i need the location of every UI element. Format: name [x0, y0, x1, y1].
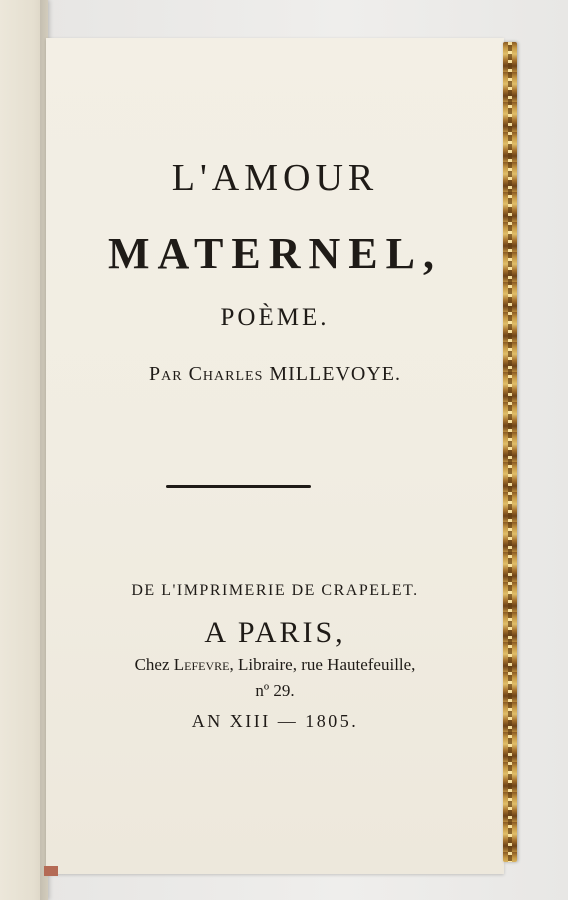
date-line: AN XIII — 1805. [191, 711, 359, 731]
subtitle: POÈME. [220, 304, 330, 331]
address-number: nº 29. [255, 681, 295, 700]
author-line: Par Charles MILLEVOYE. [149, 363, 401, 385]
publisher-line [46, 655, 504, 675]
publisher-name: Lefevre [173, 655, 230, 674]
printer-line: DE L'IMPRIMERIE DE CRAPELET. [131, 582, 419, 599]
title-line-1: L'AMOUR [171, 157, 379, 199]
title-line-2: MATERNEL, [108, 229, 442, 278]
gilt-spine-edge [503, 42, 517, 862]
divider-rule [166, 485, 311, 488]
title-page [46, 38, 504, 874]
publisher-prefix: Chez [134, 655, 174, 674]
binding-corner [44, 866, 58, 876]
city-line: A PARIS, [204, 616, 346, 649]
publisher-suffix: , Libraire, rue Hautefeuille, [229, 655, 416, 674]
